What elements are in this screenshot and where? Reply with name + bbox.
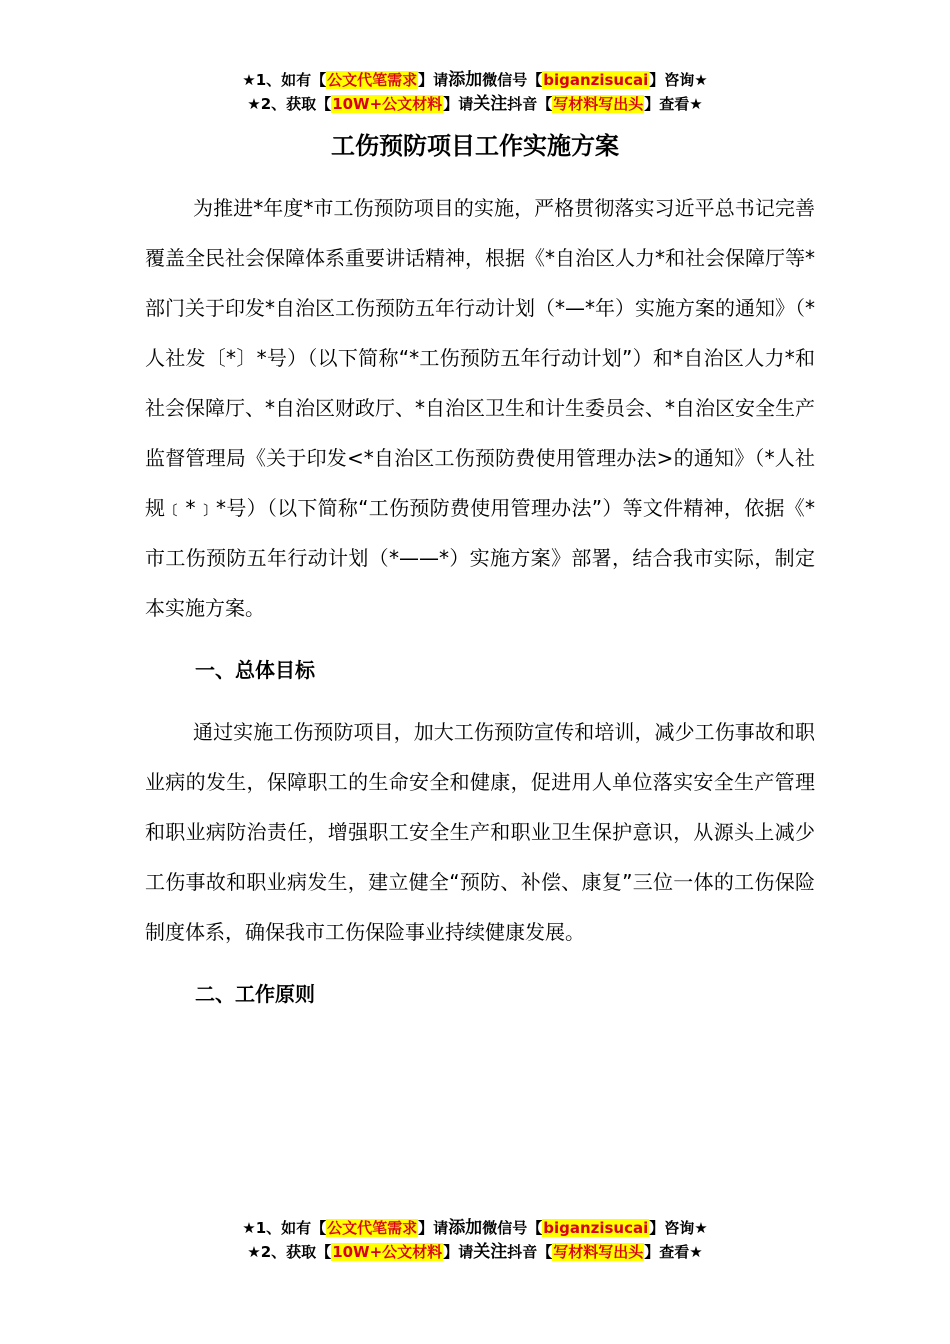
banner-emphasis: 添加: [448, 1218, 483, 1238]
banner-text: ★2、获取【: [247, 1243, 332, 1261]
banner-text: 抖音【: [507, 1243, 553, 1261]
banner-text: 】请: [418, 1219, 449, 1237]
banner-text: 】咨询★: [649, 71, 708, 89]
banner-emphasis: 关注: [473, 1242, 508, 1262]
section-1-heading: 一、总体目标: [195, 658, 315, 682]
highlight-douyin: 写材料写出头: [553, 1243, 644, 1261]
banner-line-1: [0, 68, 950, 92]
highlight-materials: 10W+公文材料: [332, 1243, 443, 1261]
banner-text: 】请: [418, 71, 449, 89]
highlight-wechat-id: biganzisucai: [543, 71, 649, 89]
banner-emphasis: 添加: [448, 70, 483, 90]
document-title: 工伤预防项目工作实施方案: [331, 132, 619, 160]
intro-paragraph: 为推进*年度*市工伤预防项目的实施，严格贯彻落实习近平总书记完善覆盖全民社会保障体系重要讲话精神，根据《*自治区人力*和社会保障厅等*部门关于印发*自治区工伤预防五年行动计划（*—*年）实施方案的通知》（*人社发〔*〕*号）（以下简称“*工伤预防五年行动计划”）和*自治区人力*和社会保障厅、*自治区财政厅、*自治区卫生和计生委员会、*自治区安全生产监督管理局《关于印发<*自治区工伤预防费使用管理办法>的通知》（*人社规﹝*﹞*号）（以下简称“工伤预防费使用管理办法”）等文件精神，依据《*市工伤预防五年行动计划（*——*）实施方案》部署，结合我市实际，制定本实施方案。: [145, 196, 815, 620]
banner-text: ★1、如有【: [242, 71, 327, 89]
highlight-service: 公文代笔需求: [327, 71, 418, 89]
footer-banner: [0, 1216, 950, 1264]
banner-text: 微信号【: [482, 71, 543, 89]
banner-text: 】查看★: [644, 1243, 703, 1261]
document-body: [145, 183, 815, 1019]
header-banner: [0, 68, 950, 116]
banner-text: 】咨询★: [649, 1219, 708, 1237]
banner-text: 微信号【: [482, 1219, 543, 1237]
highlight-wechat-id: biganzisucai: [543, 1219, 649, 1237]
banner-line-1: [0, 1216, 950, 1240]
banner-text: 】请: [443, 95, 474, 113]
banner-text: 】查看★: [644, 95, 703, 113]
banner-line-2: [0, 1240, 950, 1264]
highlight-douyin: 写材料写出头: [553, 95, 644, 113]
banner-text: 】请: [443, 1243, 474, 1261]
highlight-service: 公文代笔需求: [327, 1219, 418, 1237]
banner-emphasis: 关注: [473, 94, 508, 114]
banner-text: 抖音【: [507, 95, 553, 113]
highlight-materials: 10W+公文材料: [332, 95, 443, 113]
section-1-paragraph: 通过实施工伤预防项目，加大工伤预防宣传和培训，减少工伤事故和职业病的发生，保障职工的生命安全和健康，促进用人单位落实安全生产管理和职业病防治责任，增强职工安全生产和职业卫生保护意识，从源头上减少工伤事故和职业病发生，建立健全“预防、补偿、康复”三位一体的工伤保险制度体系，确保我市工伤保险事业持续健康发展。: [145, 720, 815, 944]
banner-text: ★1、如有【: [242, 1219, 327, 1237]
section-2-heading: 二、工作原则: [195, 982, 315, 1006]
banner-text: ★2、获取【: [247, 95, 332, 113]
banner-line-2: [0, 92, 950, 116]
